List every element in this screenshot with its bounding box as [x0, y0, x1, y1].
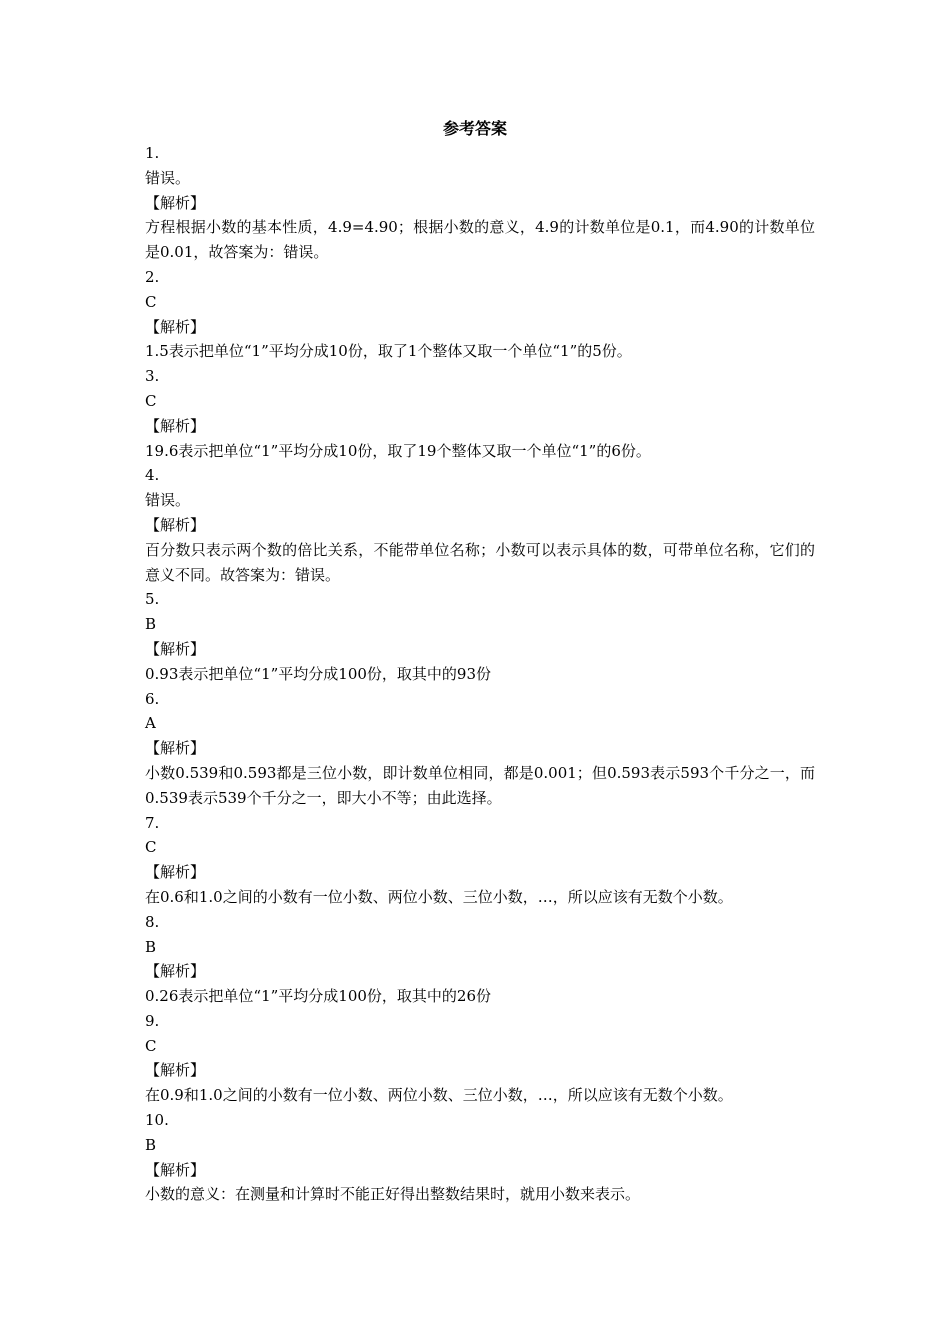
explanation-text: 0.26表示把单位“1”平均分成100份，取其中的26份 — [145, 987, 491, 1006]
question-number: 7. — [145, 813, 160, 832]
explanation-text: 19.6表示把单位“1”平均分成10份，取了19个整体又取一个单位“1”的6份。 — [145, 441, 651, 460]
question-number: 2. — [145, 267, 160, 286]
answer-value: B — [145, 937, 157, 956]
answer-item — [145, 910, 815, 1009]
explanation-text: 方程根据小数的基本性质，4.9=4.90；根据小数的意义，4.9的计数单位是0.1，而4.90的计数单位是0.01，故答案为：错误。 — [145, 218, 815, 262]
answer-item — [145, 463, 815, 587]
question-number: 5. — [145, 590, 160, 609]
answer-item — [145, 141, 815, 265]
question-number: 9. — [145, 1011, 160, 1030]
explanation-label: 【解析】 — [145, 1061, 206, 1080]
explanation-text: 0.93表示把单位“1”平均分成100份，取其中的93份 — [145, 664, 491, 683]
answer-item — [145, 687, 815, 811]
answer-value: C — [145, 391, 157, 410]
explanation-label: 【解析】 — [145, 739, 206, 758]
question-number: 4. — [145, 466, 160, 485]
explanation-text: 1.5表示把单位“1”平均分成10份，取了1个整体又取一个单位“1”的5份。 — [145, 342, 632, 361]
explanation-label: 【解析】 — [145, 193, 206, 212]
answer-value: B — [145, 1135, 157, 1154]
question-number: 6. — [145, 689, 160, 708]
answer-value: B — [145, 615, 157, 634]
answer-item — [145, 1108, 815, 1207]
answer-value: C — [145, 292, 157, 311]
explanation-label: 【解析】 — [145, 515, 206, 534]
explanation-text: 百分数只表示两个数的倍比关系，不能带单位名称；小数可以表示具体的数，可带单位名称，它们的意义不同。故答案为：错误。 — [145, 540, 815, 584]
answer-value: 错误。 — [145, 491, 191, 510]
answer-item — [145, 811, 815, 910]
page-title: 参考答案 — [442, 119, 507, 138]
question-number: 3. — [145, 367, 160, 386]
answer-list — [145, 141, 815, 1207]
explanation-text: 在0.6和1.0之间的小数有一位小数、两位小数、三位小数，…，所以应该有无数个小数。 — [145, 887, 733, 906]
explanation-text: 在0.9和1.0之间的小数有一位小数、两位小数、三位小数，…，所以应该有无数个小数。 — [145, 1086, 733, 1105]
question-number: 10. — [145, 1111, 169, 1130]
answer-item — [145, 1009, 815, 1108]
explanation-label: 【解析】 — [145, 416, 206, 435]
answer-value: C — [145, 838, 157, 857]
answer-item — [145, 364, 815, 463]
answer-value: A — [145, 714, 156, 733]
answer-value: C — [145, 1036, 157, 1055]
explanation-text: 小数的意义：在测量和计算时不能正好得出整数结果时，就用小数来表示。 — [145, 1185, 641, 1204]
answer-value: 错误。 — [145, 168, 191, 187]
question-number: 1. — [145, 144, 160, 162]
answer-item — [145, 587, 815, 686]
explanation-text: 小数0.539和0.593都是三位小数，即计数单位相同，都是0.001；但0.593表示593个千分之一，而0.539表示539个千分之一，即大小不等；由此选择。 — [145, 763, 815, 807]
explanation-label: 【解析】 — [145, 962, 206, 981]
explanation-label: 【解析】 — [145, 639, 206, 658]
explanation-label: 【解析】 — [145, 863, 206, 882]
answer-item — [145, 265, 815, 364]
explanation-label: 【解析】 — [145, 317, 206, 336]
explanation-label: 【解析】 — [145, 1160, 206, 1179]
question-number: 8. — [145, 912, 160, 931]
